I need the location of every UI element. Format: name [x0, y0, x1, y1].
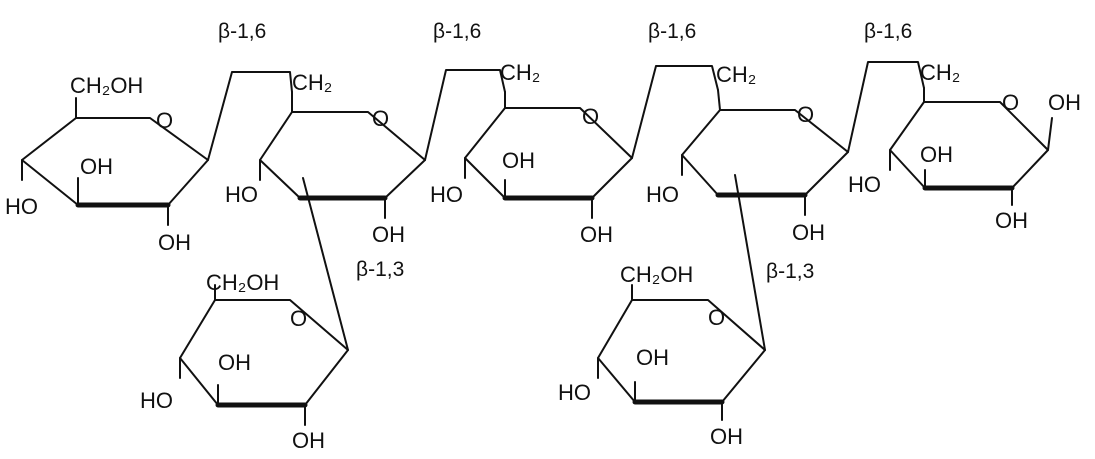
ring-4-c6-bond: [718, 90, 720, 110]
ring-5-ch2: CH₂: [920, 60, 961, 85]
ring-1-oxygen: O: [156, 108, 174, 133]
linkage-branch-b: [735, 175, 765, 350]
branch-a-oh-2: OH: [292, 428, 325, 453]
glucose-ring-1: [5, 73, 208, 255]
branch-b-bonds: [598, 300, 765, 402]
glucose-ring-4: [646, 62, 848, 245]
ring-3-bonds: [465, 108, 632, 198]
branch-b-oh-2: OH: [710, 424, 743, 449]
branch-a-oh-3: OH: [218, 350, 251, 375]
linkage-ring3-ring4: [632, 66, 718, 158]
ring-3-ho: HO: [430, 182, 463, 207]
ring-2-ch2: CH₂: [292, 70, 333, 95]
ring-1-bonds: [22, 118, 208, 205]
ring-5-ho: HO: [848, 172, 881, 197]
ring-4-oxygen: O: [797, 102, 815, 127]
linkage-branch-a: [303, 178, 348, 350]
branch-b-oxygen: O: [708, 305, 726, 330]
branch-a-ch2oh: CH₂OH: [206, 270, 280, 295]
ring-5-oh-3: OH: [920, 142, 953, 167]
linkage-label-3: β-1,6: [648, 20, 697, 43]
ring-5-oh-2: OH: [995, 208, 1028, 233]
linkage-label-2: β-1,6: [433, 20, 482, 43]
ring-5-bonds: [890, 102, 1048, 188]
ring-3-ch2: CH₂: [500, 60, 541, 85]
linkage-ring1-ring2: [208, 72, 292, 160]
glucose-ring-3: [430, 60, 632, 247]
ring-2-bonds: [260, 112, 425, 198]
ring-4-ho: HO: [646, 182, 679, 207]
glucose-branch-ring-a: [140, 270, 348, 453]
glucose-ring-5: [848, 60, 1081, 233]
branch-b-oh-3: OH: [636, 345, 669, 370]
linkage-label-1: β-1,6: [218, 20, 267, 43]
linkage-label-4: β-1,6: [864, 20, 913, 43]
ring-2-oh: OH: [372, 222, 405, 247]
ring-5-oxygen: O: [1002, 90, 1020, 115]
ring-5-oh1-bond: [1048, 118, 1052, 150]
ring-4-bonds: [682, 110, 848, 195]
linkage-ring4-ring5: [848, 62, 924, 152]
ring-2-oxygen: O: [372, 106, 390, 131]
ring-2-ho: HO: [225, 182, 258, 207]
ring-1-ho-4: HO: [5, 194, 38, 219]
glucose-ring-2: [225, 70, 425, 247]
ring-1-ch2oh: CH₂OH: [70, 73, 144, 98]
ring-1-oh-2: OH: [158, 230, 191, 255]
ring-3-oh-2: OH: [580, 222, 613, 247]
branch-a-bonds: [180, 300, 348, 405]
branch-b-ho: HO: [558, 380, 591, 405]
ring-1-oh-3: OH: [80, 154, 113, 179]
glucose-branch-ring-b: [558, 262, 765, 449]
ring-3-oxygen: O: [582, 104, 600, 129]
linkage-label-5: β-1,3: [356, 258, 405, 281]
ring-5-oh-1: OH: [1048, 90, 1081, 115]
branch-a-ho: HO: [140, 388, 173, 413]
linkage-label-6: β-1,3: [766, 260, 815, 283]
branch-b-ch2oh: CH₂OH: [620, 262, 694, 287]
branch-a-oxygen: O: [290, 306, 308, 331]
ring-4-oh: OH: [792, 220, 825, 245]
ring-3-oh-3: OH: [502, 148, 535, 173]
ring-4-ch2: CH₂: [716, 62, 757, 87]
linkage-ring2-ring3: [425, 70, 505, 160]
